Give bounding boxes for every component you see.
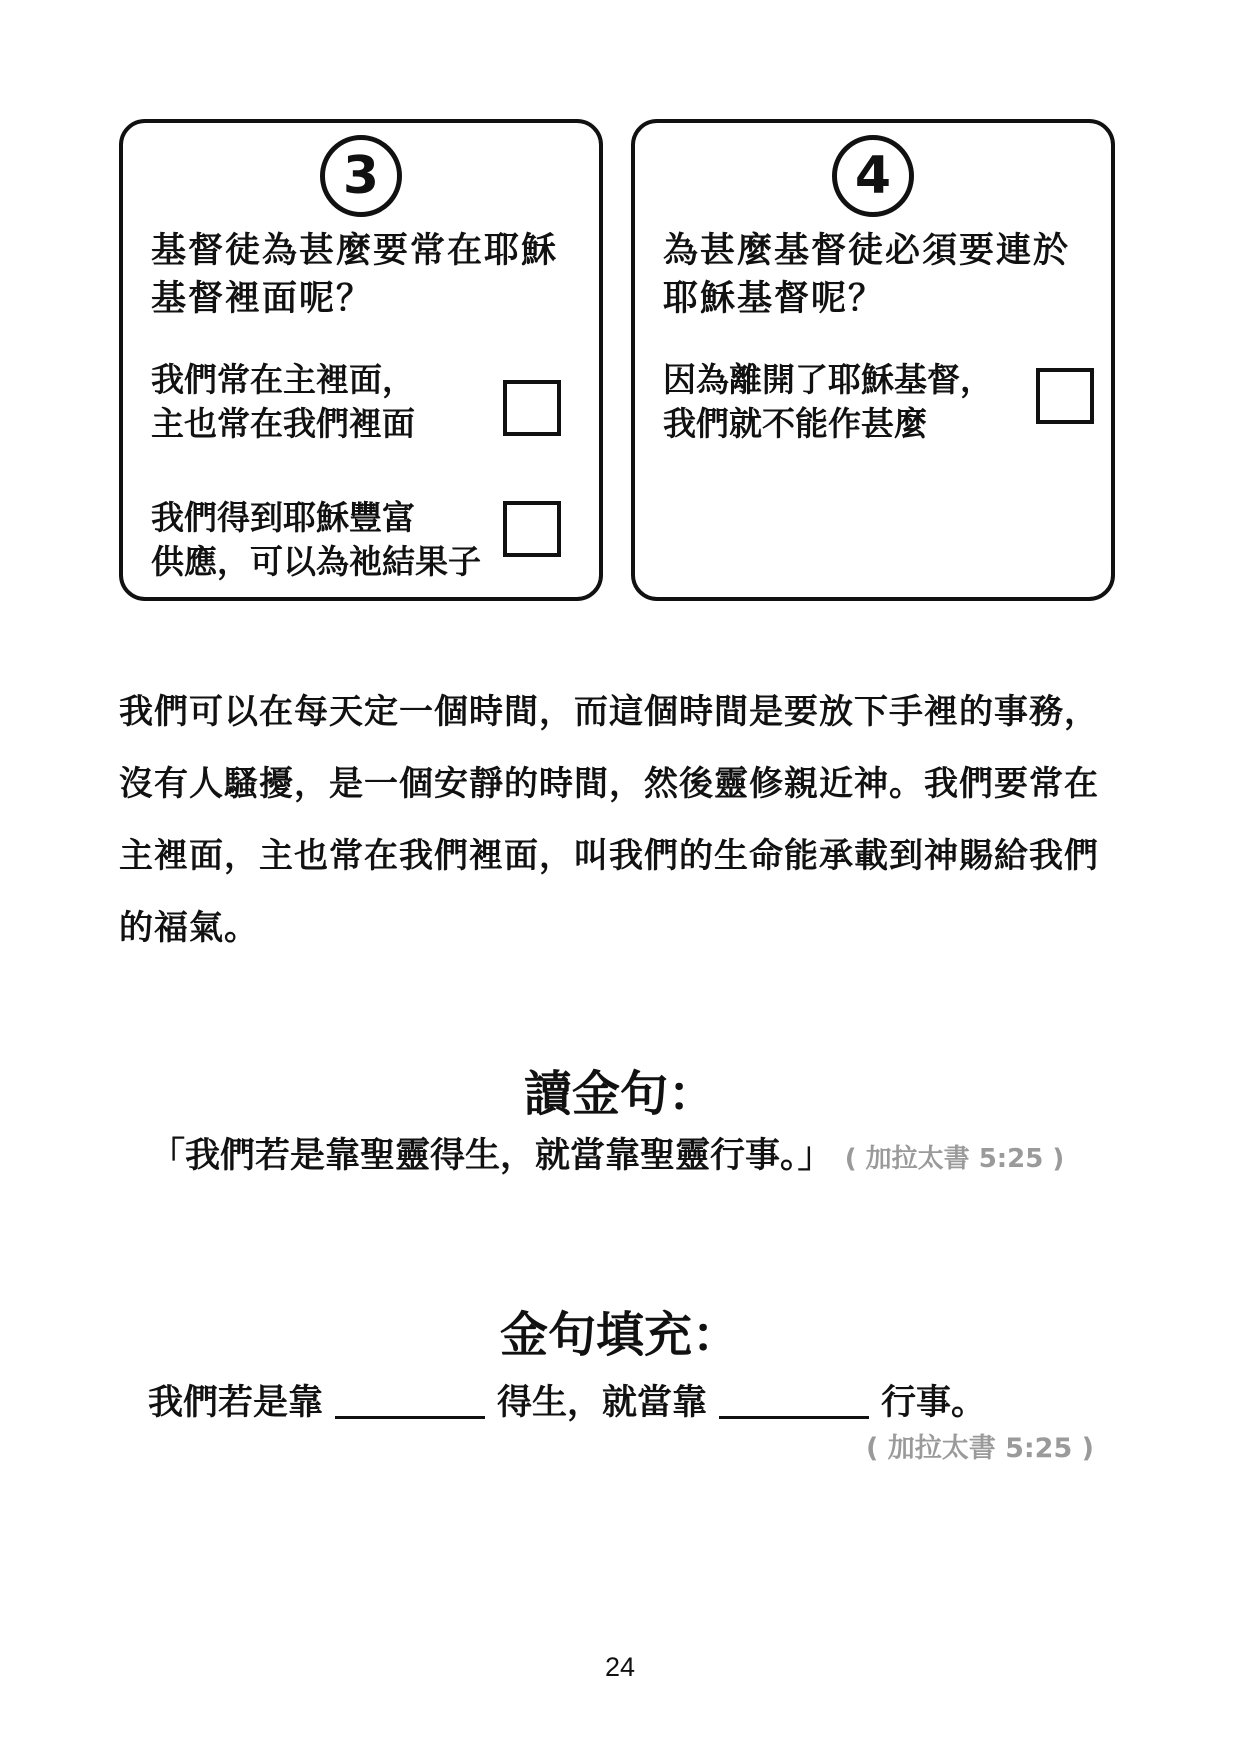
memory-verse-reference: ( 加拉太書 5:25 ) xyxy=(844,1144,1065,1174)
question-text-4: 為甚麼基督徒必須要連於耶穌基督呢？ xyxy=(663,231,1071,319)
memory-verse-text: 「我們若是靠聖靈得生，就當靠聖靈行事。」 xyxy=(150,1136,833,1176)
question-card-4 xyxy=(631,119,1115,601)
page-number: 24 xyxy=(604,1652,636,1682)
question-number-4: 4 xyxy=(832,135,914,217)
question-number-3: 3 xyxy=(320,135,402,217)
option-3-a: 我們常在主裡面， 主也常在我們裡面 xyxy=(151,360,415,443)
body-paragraph: 我們可以在每天定一個時間，而這個時間是要放下手裡的事務，沒有人騷擾，是一個安靜的時間，然後靈修親近神。我們要常在主裡面，主也常在我們裡面，叫我們的生命能承載到神賜給我們的福氣。 xyxy=(119,692,1099,948)
fill-in-sentence xyxy=(148,1375,1148,1425)
question-card-3 xyxy=(119,119,603,601)
memory-verse-heading: 讀金句： xyxy=(523,1066,716,1122)
memory-verse xyxy=(150,1128,1150,1178)
question-text-3: 基督徒為甚麼要常在耶穌基督裡面呢？ xyxy=(151,231,559,319)
fill-in-blank-1[interactable] xyxy=(335,1382,485,1419)
fill-in-heading: 金句填充： xyxy=(499,1307,740,1363)
fill-in-part-2: 得生，就當靠 xyxy=(497,1383,708,1423)
checkbox-3-a[interactable] xyxy=(503,380,561,436)
checkbox-3-b[interactable] xyxy=(503,501,561,557)
fill-in-reference: ( 加拉太書 5:25 ) xyxy=(865,1433,1094,1464)
checkbox-4-a[interactable] xyxy=(1036,368,1094,424)
option-4-a: 因為離開了耶穌基督， 我們就不能作甚麼 xyxy=(663,360,993,443)
option-3-b: 我們得到耶穌豐富 供應，可以為祂結果子 xyxy=(151,498,481,581)
fill-in-part-1: 我們若是靠 xyxy=(148,1383,324,1423)
fill-in-blank-2[interactable] xyxy=(719,1382,869,1419)
fill-in-part-3: 行事。 xyxy=(881,1383,987,1423)
